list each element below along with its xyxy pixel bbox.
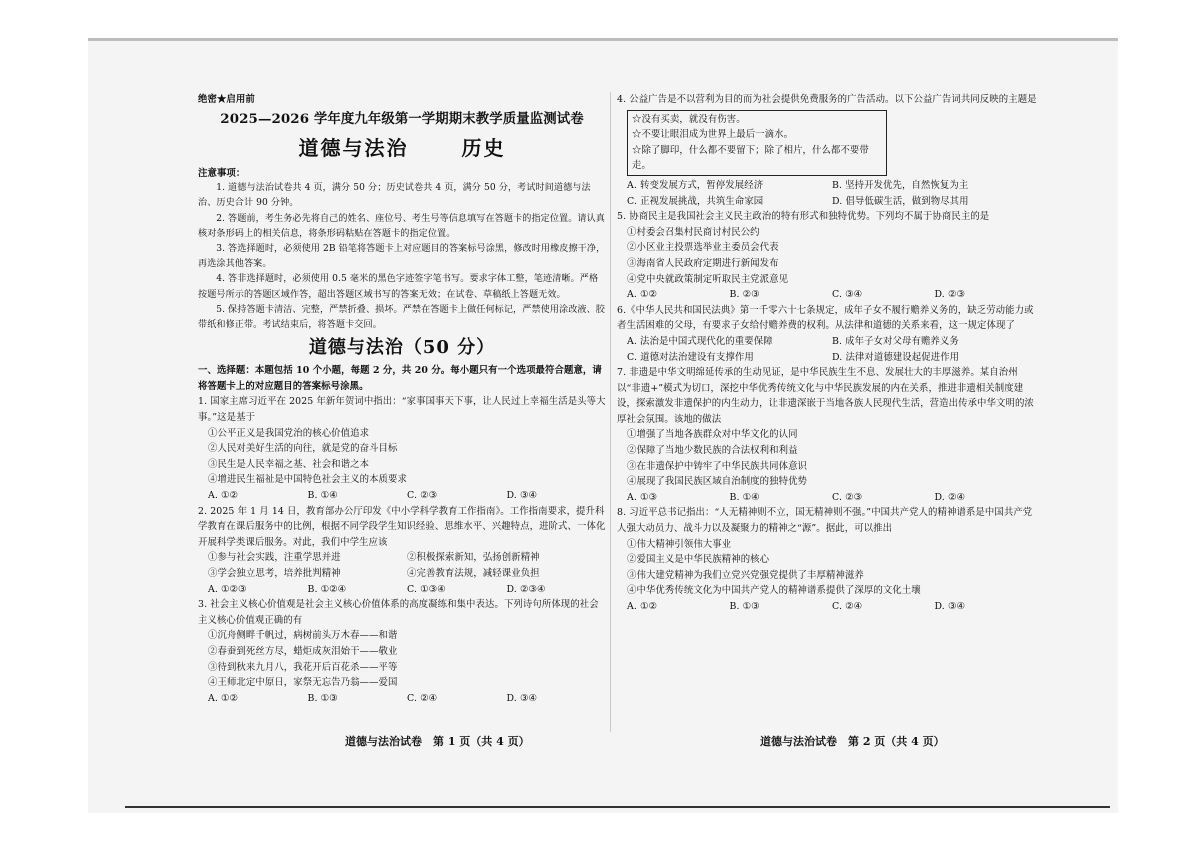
option: A. ①②③ (208, 583, 247, 595)
statement: ④增进民生福祉是中国特色社会主义的本质要求 (208, 474, 407, 486)
notice-item: 4. 答非选择题时，必须使用 0.5 毫米的黑色字迹签字笔书写。要求字体工整，笔迹清晰。严格按题号所示的答题区域作答，超出答题区域书写的答案无效；在试卷、草稿纸上答题无效。 (198, 274, 599, 300)
statement: ②积极探索新知，弘扬创新精神 (407, 552, 540, 564)
notice-item: 2. 答题前，考生务必先将自己的姓名、座位号、考生号等信息填写在答题卡的指定位置。请认真核对条形码上的相关信息，将条形码粘贴在答题卡的指定位置。 (198, 213, 605, 239)
section-title: 道德与法治（50 分） (308, 337, 496, 359)
statement: ②人民对美好生活的向往，就是党的奋斗目标 (208, 443, 398, 455)
statement: ④中华优秀传统文化为中国共产党人的精神谱系提供了深厚的文化土壤 (627, 585, 921, 597)
question-stem: 8. 习近平总书记指出：“人无精神则不立，国无精神则不强。”中国共产党人的精神谱系是中国共产党人强大动员力、战斗力以及凝聚力的精神之“源”。据此，可以推出 (617, 507, 1033, 535)
option: A. 转变发展方式，暂停发展经济 (627, 179, 764, 191)
statement: ②爱国主义是中华民族精神的核心 (627, 554, 770, 566)
notice-item: 1. 道德与法治试卷共 4 页，满分 50 分；历史试卷共 4 页，满分 50 分，考试时间道德与法治、历史合计 90 分钟。 (198, 183, 591, 209)
question-stem: 1. 国家主席习近平在 2025 年新年贺词中指出：“家事国事天下事，让人民过上幸福生活是头等大事。”这是基于 (198, 396, 606, 423)
option: A. ①② (627, 289, 658, 301)
option-row (198, 582, 606, 598)
statement: ④党中央就政策制定听取民主党派意见 (627, 273, 789, 285)
option-grid (617, 334, 1037, 365)
statement: ④王师北定中原日，家祭无忘告乃翁——爱国 (208, 677, 398, 689)
statement: ②保障了当地少数民族的合法权利和利益 (627, 445, 798, 457)
option: C. ①③④ (407, 583, 446, 595)
subject-morality: 道德与法治 (298, 135, 409, 160)
option: B. 成年子女对父母有赡养义务 (832, 335, 959, 347)
question-stem: 3. 社会主义核心价值观是社会主义核心价值体系的高度凝练和集中表达。下列诗句所体现的社会主义核心价值观正确的有 (198, 599, 599, 626)
statement: ①沉舟侧畔千帆过，病树前头万木春——和谐 (208, 630, 398, 642)
option: A. ①② (208, 489, 239, 501)
statement: ①增强了当地各族群众对中华文化的认同 (627, 429, 798, 441)
option: C. ②④ (832, 601, 863, 612)
option: C. 道德对法治建设有支撑作用 (627, 351, 754, 363)
option: D. 法律对道德建设起促进作用 (832, 351, 960, 363)
option: B. 坚持开发优先，自然恢复为主 (832, 179, 969, 191)
statement: ④完善教育法规，减轻课业负担 (407, 567, 540, 579)
option: A. ①② (208, 692, 239, 704)
statement: ①公平正义是我国党治的核心价值追求 (208, 427, 370, 439)
statement: ④展现了我国民族区域自治制度的独特优势 (627, 476, 808, 488)
option-row (617, 287, 1037, 303)
option: A. 法治是中国式现代化的重要保障 (627, 335, 773, 347)
statement: ②春蚕到死丝方尽，蜡炬成灰泪始干——敬业 (208, 645, 398, 657)
option: C. ②③ (832, 491, 863, 503)
slogan: ☆不要让眼泪成为世界上最后一滴水。 (632, 129, 794, 141)
notice-item: 3. 答选择题时，必须使用 2B 铅笔将答题卡上对应题目的答案标号涂黑，修改时用橡皮擦干净，再选涂其他答案。 (198, 244, 606, 270)
option: B. ①③ (307, 692, 338, 704)
option-row (198, 488, 606, 504)
confidential-mark: 绝密★启用前 (198, 94, 255, 105)
scan-top-edge (88, 38, 1118, 41)
option-row (617, 490, 1037, 506)
option: D. ③④ (506, 489, 537, 501)
subject-heading (198, 132, 606, 164)
statement-grid (198, 550, 606, 581)
option: C. ②③ (407, 489, 438, 501)
notice-heading: 注意事项： (198, 167, 246, 179)
option: D. ③④ (934, 601, 965, 612)
question-stem: 4. 公益广告是不以营利为目的而为社会提供免费服务的广告活动。以下公益广告词共同反映的主题是 (617, 94, 1037, 105)
statement: ③伟大建党精神为我们立党兴党强党提供了丰厚精神滋养 (627, 569, 864, 581)
option: B. ①②④ (307, 583, 347, 595)
option: D. ②③④ (506, 583, 546, 595)
option: B. ①④ (729, 491, 760, 503)
option: C. ②④ (407, 692, 438, 704)
scan-bottom-edge (125, 806, 1110, 808)
option: A. ①③ (627, 491, 658, 503)
statement: ③待到秋来九月八，我花开后百花杀——平等 (208, 661, 398, 673)
statement: ③民生是人民幸福之基、社会和谐之本 (208, 458, 370, 470)
column-divider (610, 92, 611, 732)
option: C. ③④ (832, 289, 863, 301)
option: D. 倡导低碳生活，做到物尽其用 (832, 195, 969, 207)
statement: ①伟大精神引领伟大事业 (627, 538, 732, 550)
question-stem: 2. 2025 年 1 月 14 日，教育部办公厅印发《中小学科学教育工作指南》。工作指南要求，提升科学教育在课后服务中的比例，根据不同学段学生知识经验、思维水平、兴趣特点，进阶式、一体化开展科学类课后服务。对此，我们中学生应该 (198, 505, 606, 548)
statement: ①参与社会实践，注重学思并进 (208, 552, 341, 564)
statement: ③学会独立思考，培养批判精神 (208, 567, 341, 579)
statement: ③在非遗保护中铸牢了中华民族共同体意识 (627, 460, 808, 472)
right-column (617, 92, 1037, 615)
option: C. 正视发展挑战，共筑生命家园 (627, 195, 764, 207)
section-instruction: 一、选择题：本题包括 10 个小题，每题 2 分，共 20 分。每小题只有一个选项最符合题意，请将答题卡上的对应题目的答案标号涂黑。 (198, 365, 602, 392)
option: D. ③④ (506, 692, 537, 704)
question-stem: 6.《中华人民共和国民法典》第一千零六十七条规定，成年子女不履行赡养义务的，缺乏劳动能力或者生活困难的父母，有要求子女给付赡养费的权利。从法律和道德的关系来看，这一规定体现了 (617, 304, 1034, 332)
subject-history: 历史 (461, 135, 506, 160)
statement: ③海南省人民政府定期进行新闻发布 (627, 257, 779, 269)
statement: ②小区业主投票选举业主委员会代表 (627, 242, 779, 254)
slogan: ☆除了脚印，什么都不要留下；除了相片，什么都不要带走。 (632, 144, 869, 172)
question-stem: 7. 非遗是中华文明绵延传承的生动见证，是中华民族生生不息、发展壮大的丰厚滋养。某自治州以“非遗+”模式为切口，深挖中华优秀传统文化与中华民族发展的内在关系，推进非遗相关制度建设，探索激发非遗保护的内生动力，让非遗深嵌于当地各族人民现代生活，营造出传承中华文明的浓厚社会氛围。该地的做法 (617, 367, 1034, 425)
option-row (617, 599, 1037, 615)
option: B. ②③ (729, 289, 760, 301)
exam-title: 2025—2026 学年度九年级第一学期期末教学质量监测试卷 (220, 110, 584, 127)
page-footer-1: 道德与法治试卷 第 1 页（共 4 页） (345, 735, 530, 748)
question-stem: 5. 协商民主是我国社会主义民主政治的特有形式和独特优势。下列均不属于协商民主的是 (617, 211, 990, 223)
slogan: ☆没有买卖，就没有伤害。 (632, 113, 746, 125)
option: B. ①③ (729, 601, 760, 612)
option-grid (617, 178, 1037, 209)
option: B. ①④ (307, 489, 338, 501)
statement: ①村委会召集村民商讨村民公约 (627, 226, 760, 238)
left-column (198, 92, 606, 706)
option-row (198, 691, 606, 707)
slogan-box (627, 110, 887, 176)
notice-item: 5. 保持答题卡清洁、完整，严禁折叠、损坏。严禁在答题卡上做任何标记，严禁使用涂改液、胶带纸和修正带。考试结束后，将答题卡交回。 (198, 304, 605, 331)
option: D. ②④ (934, 491, 965, 503)
option: D. ②③ (934, 289, 965, 301)
option: A. ①② (627, 601, 658, 612)
page-footer-2: 道德与法治试卷 第 2 页（共 4 页） (760, 735, 945, 748)
